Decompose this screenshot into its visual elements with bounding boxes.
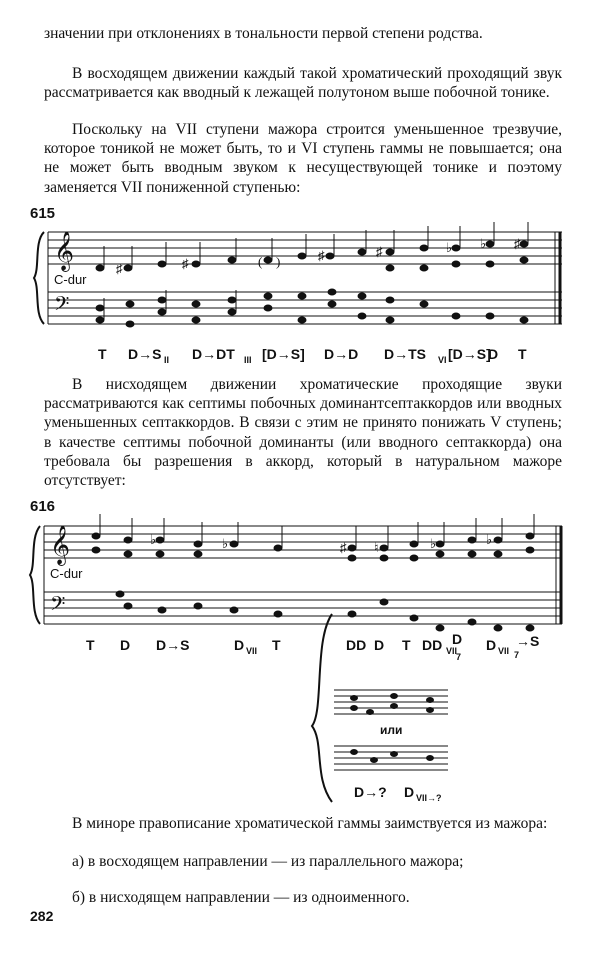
- svg-text:VII: VII: [446, 646, 458, 656]
- example-number-615: 615: [30, 205, 56, 222]
- svg-text:T: T: [86, 637, 95, 653]
- svg-text:♭: ♭: [486, 532, 493, 547]
- svg-text:D: D: [486, 637, 497, 653]
- svg-text:♭: ♭: [480, 236, 487, 251]
- svg-text:VII: VII: [498, 646, 510, 656]
- music-example-616: [0, 510, 592, 810]
- bass-clef-icon: 𝄢: [54, 292, 70, 320]
- svg-text:(: (: [258, 254, 263, 269]
- paragraph-5: В миноре правописание хроматической гаммы заимствуется из мажора:: [72, 815, 548, 832]
- svg-text:→S: →S: [516, 633, 540, 649]
- svg-text:D→?: D→?: [354, 784, 387, 800]
- svg-text:♯: ♯: [318, 248, 325, 263]
- svg-text:D→S: D→S: [128, 346, 162, 362]
- example-number-616: 616: [30, 498, 56, 515]
- svg-text:D: D: [488, 346, 499, 362]
- svg-text:♮: ♮: [374, 540, 379, 555]
- svg-text:DD: DD: [422, 637, 443, 653]
- svg-text:D→DT: D→DT: [192, 346, 235, 362]
- bass-clef-icon: 𝄢: [50, 592, 66, 620]
- paragraph-7: б) в нисходящем направлении — из одноименного.: [72, 889, 410, 906]
- svg-text:D: D: [404, 784, 415, 800]
- svg-text:[D→S]: [D→S]: [262, 346, 305, 362]
- svg-text:T: T: [272, 637, 281, 653]
- svg-text:III: III: [244, 355, 252, 365]
- svg-text:T: T: [98, 346, 107, 362]
- paragraph-6: а) в восходящем направлении — из параллельного мажора;: [72, 853, 464, 870]
- paragraph-3: Поскольку на VII ступени мажора строится уменьшенное трезвучие, которое тоникой не может быть, то и VI ступень гаммы не повышается; она не может быть вводным звуком к несуществующей тонике и поэтому заменяется VII пониженной ступенью:: [44, 121, 562, 196]
- svg-text:II: II: [164, 355, 170, 365]
- svg-text:♭: ♭: [430, 536, 437, 551]
- svg-text:D→TS: D→TS: [384, 346, 426, 362]
- svg-text:♯: ♯: [116, 261, 123, 276]
- svg-text:♯: ♯: [514, 236, 521, 251]
- paragraph-1: значении при отклонениях в тональности первой степени родства.: [44, 25, 483, 42]
- svg-text:DD: DD: [346, 637, 367, 653]
- svg-text:♭: ♭: [446, 240, 453, 255]
- treble-clef-icon: 𝄞: [50, 525, 71, 565]
- svg-text:♯: ♯: [340, 540, 347, 555]
- svg-text:D: D: [374, 637, 385, 653]
- key-label: C-dur: [50, 566, 83, 581]
- function-labels-615: [98, 346, 527, 365]
- svg-text:7: 7: [514, 650, 520, 660]
- svg-text:D: D: [452, 631, 463, 647]
- svg-text:[D→S]: [D→S]: [448, 346, 491, 362]
- treble-clef-icon: 𝄞: [54, 231, 75, 271]
- paragraph-4: В нисходящем движении хроматические проходящие звуки рассматриваются как септимы побочных доминантсептаккордов или вводных уменьшенных септаккордов. В связи с этим не принято понижать V ступень; в качестве септимы побочной доминанты (или вводного септаккорда) она требовала бы разрешения в аккорд, который в натуральном мажоре отсутствует:: [44, 376, 562, 490]
- svg-text:D: D: [120, 637, 131, 653]
- svg-text:♭: ♭: [222, 536, 229, 551]
- svg-text:VI: VI: [438, 355, 447, 365]
- svg-text:7: 7: [456, 652, 462, 662]
- bass-notes: [116, 591, 534, 631]
- treble-notes: [92, 514, 534, 561]
- svg-text:♯: ♯: [182, 256, 189, 271]
- svg-text:VII: VII: [246, 646, 258, 656]
- svg-text:D→S: D→S: [156, 637, 190, 653]
- svg-text:♯: ♯: [376, 244, 383, 259]
- alt-word: или: [380, 723, 403, 737]
- svg-text:D: D: [234, 637, 245, 653]
- function-labels-616-main: [86, 637, 281, 656]
- function-labels-616-right: [346, 631, 539, 662]
- page-number: 282: [30, 908, 54, 924]
- treble-notes: [96, 222, 528, 276]
- svg-text:D→D: D→D: [324, 346, 359, 362]
- paragraph-2: В восходящем движении каждый такой хроматический проходящий звук рассматривается как вводный к лежащей полутоном выше побочной тонике.: [44, 65, 562, 102]
- music-example-615: [0, 220, 592, 380]
- svg-text:♭: ♭: [150, 532, 157, 547]
- svg-text:T: T: [518, 346, 527, 362]
- svg-text:VII→?: VII→?: [416, 793, 442, 803]
- svg-text:): ): [276, 254, 281, 269]
- svg-text:T: T: [402, 637, 411, 653]
- key-label: C-dur: [54, 272, 87, 287]
- function-labels-616-alt: [354, 784, 442, 803]
